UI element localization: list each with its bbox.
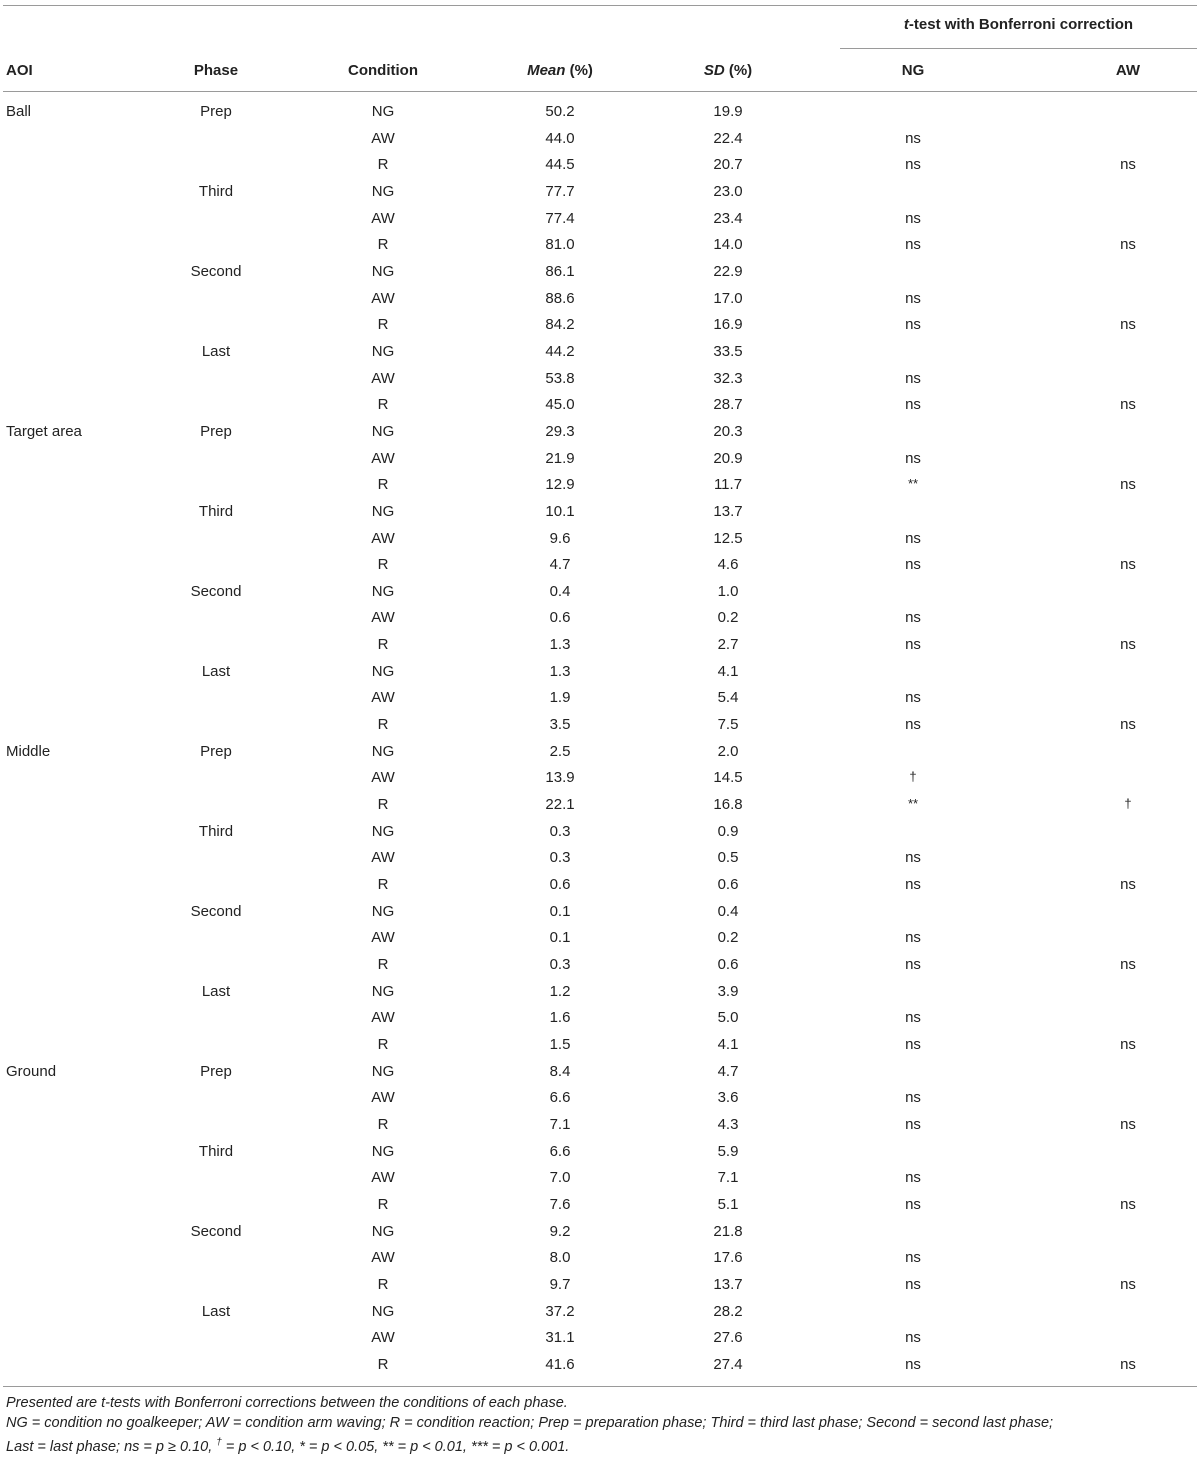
cell-ttest-ng: † bbox=[909, 769, 917, 785]
cell-condition: R bbox=[377, 316, 389, 334]
table-row bbox=[3, 579, 1197, 606]
table-row bbox=[3, 899, 1197, 926]
cell-condition: AW bbox=[371, 1169, 395, 1187]
cell-ttest-ng: ns bbox=[905, 1089, 921, 1107]
table-row bbox=[3, 979, 1197, 1006]
cell-ttest-ng: ns bbox=[905, 209, 921, 227]
cell-condition: NG bbox=[371, 982, 395, 1000]
cell-ttest-ng: ns bbox=[905, 556, 921, 574]
cell-condition: R bbox=[377, 156, 389, 174]
cell-ttest-ng: ns bbox=[905, 236, 921, 254]
cell-condition: R bbox=[377, 716, 389, 734]
cell-mean: 77.7 bbox=[545, 182, 575, 200]
table-row bbox=[3, 339, 1197, 366]
cell-ttest-aw: ns bbox=[1120, 396, 1136, 414]
cell-sd: 5.1 bbox=[717, 1195, 739, 1213]
cell-condition: R bbox=[377, 396, 389, 414]
table-row bbox=[3, 1059, 1197, 1086]
table-row bbox=[3, 152, 1197, 179]
footnote-line-3a: Last = last phase; ns = p ≥ 0.10, bbox=[6, 1438, 217, 1455]
cell-sd: 16.8 bbox=[713, 796, 743, 814]
table-row bbox=[3, 1005, 1197, 1032]
table-row bbox=[3, 1325, 1197, 1352]
cell-ttest-ng: ** bbox=[907, 796, 919, 812]
cell-ttest-aw: ns bbox=[1120, 1355, 1136, 1373]
cell-ttest-aw: ns bbox=[1120, 556, 1136, 574]
table-row bbox=[3, 1219, 1197, 1246]
cell-mean: 0.3 bbox=[549, 822, 571, 840]
col-header-mean bbox=[490, 62, 630, 79]
cell-condition: AW bbox=[371, 1009, 395, 1027]
cell-ttest-ng: ns bbox=[905, 716, 921, 734]
cell-aoi: Middle bbox=[6, 742, 51, 760]
cell-ttest-aw: ns bbox=[1120, 476, 1136, 494]
col-header-sd bbox=[658, 62, 798, 79]
cell-ttest-ng: ** bbox=[907, 476, 919, 492]
cell-ttest-ng: ns bbox=[905, 1249, 921, 1267]
cell-condition: R bbox=[377, 1275, 389, 1293]
cell-phase: Last bbox=[201, 342, 231, 360]
cell-ttest-ng: ns bbox=[905, 1009, 921, 1027]
cell-ttest-ng: ns bbox=[905, 1195, 921, 1213]
cell-condition: NG bbox=[371, 1222, 395, 1240]
table-row bbox=[3, 312, 1197, 339]
cell-mean: 0.6 bbox=[549, 876, 571, 894]
cell-ttest-aw: ns bbox=[1120, 1275, 1136, 1293]
table-row bbox=[3, 179, 1197, 206]
table-header-rule bbox=[3, 91, 1197, 92]
cell-phase: Prep bbox=[200, 422, 232, 440]
cell-condition: NG bbox=[371, 1302, 395, 1320]
cell-ttest-ng: ns bbox=[905, 849, 921, 867]
cell-sd: 0.2 bbox=[717, 929, 739, 947]
cell-mean: 6.6 bbox=[549, 1089, 571, 1107]
table-row bbox=[3, 526, 1197, 553]
cell-sd: 4.6 bbox=[717, 556, 739, 574]
cell-mean: 9.7 bbox=[549, 1275, 571, 1293]
col-header-mean-label: Mean bbox=[527, 62, 566, 79]
cell-phase: Last bbox=[201, 1302, 231, 1320]
cell-phase: Third bbox=[198, 182, 234, 200]
cell-ttest-ng: ns bbox=[905, 1169, 921, 1187]
cell-sd: 23.4 bbox=[713, 209, 743, 227]
cell-mean: 1.3 bbox=[549, 662, 571, 680]
cell-ttest-aw: ns bbox=[1120, 876, 1136, 894]
cell-ttest-aw: ns bbox=[1120, 956, 1136, 973]
cell-ttest-aw: ns bbox=[1120, 1115, 1136, 1133]
cell-phase: Second bbox=[190, 262, 242, 280]
cell-condition: AW bbox=[371, 1089, 395, 1107]
cell-condition: NG bbox=[371, 662, 395, 680]
cell-sd: 7.1 bbox=[717, 1169, 739, 1187]
table-row bbox=[3, 1165, 1197, 1192]
table-row bbox=[3, 286, 1197, 313]
cell-condition: NG bbox=[371, 103, 395, 120]
cell-mean: 44.2 bbox=[545, 342, 575, 360]
cell-mean: 0.3 bbox=[549, 956, 571, 973]
cell-condition: AW bbox=[371, 849, 395, 867]
cell-mean: 12.9 bbox=[545, 476, 575, 494]
cell-sd: 32.3 bbox=[713, 369, 743, 387]
cell-mean: 44.5 bbox=[545, 156, 575, 174]
cell-ttest-ng: ns bbox=[905, 1035, 921, 1053]
cell-sd: 20.9 bbox=[713, 449, 743, 467]
cell-sd: 5.0 bbox=[717, 1009, 739, 1027]
cell-phase: Prep bbox=[200, 742, 232, 760]
cell-condition: R bbox=[377, 556, 389, 574]
cell-condition: NG bbox=[371, 1062, 395, 1080]
col-header-mean-unit: (%) bbox=[565, 62, 593, 79]
cell-phase: Second bbox=[190, 902, 242, 920]
cell-sd: 17.6 bbox=[713, 1249, 743, 1267]
cell-mean: 37.2 bbox=[545, 1302, 575, 1320]
cell-sd: 0.9 bbox=[717, 822, 739, 840]
cell-mean: 4.7 bbox=[549, 556, 571, 574]
cell-mean: 77.4 bbox=[545, 209, 575, 227]
table-row bbox=[3, 1245, 1197, 1272]
cell-condition: NG bbox=[371, 262, 395, 280]
cell-mean: 0.3 bbox=[549, 849, 571, 867]
cell-mean: 45.0 bbox=[545, 396, 575, 414]
cell-sd: 11.7 bbox=[713, 476, 743, 494]
table-body bbox=[3, 99, 1197, 1379]
cell-sd: 4.1 bbox=[717, 1035, 739, 1053]
cell-condition: NG bbox=[371, 582, 395, 600]
cell-sd: 0.5 bbox=[717, 849, 739, 867]
cell-sd: 4.7 bbox=[717, 1062, 739, 1080]
cell-ttest-aw: ns bbox=[1120, 716, 1136, 734]
cell-mean: 31.1 bbox=[545, 1329, 575, 1347]
footnote-dagger: † bbox=[216, 1437, 222, 1448]
cell-ttest-ng: ns bbox=[905, 1275, 921, 1293]
table-row bbox=[3, 659, 1197, 686]
cell-sd: 0.2 bbox=[717, 609, 739, 627]
table-row bbox=[3, 1085, 1197, 1112]
cell-phase: Third bbox=[198, 822, 234, 840]
table-row bbox=[3, 765, 1197, 792]
cell-sd: 27.6 bbox=[713, 1329, 743, 1347]
table-row bbox=[3, 925, 1197, 952]
cell-mean: 7.1 bbox=[549, 1115, 571, 1133]
table-row bbox=[3, 1272, 1197, 1299]
cell-ttest-ng: ns bbox=[905, 156, 921, 174]
cell-ttest-ng: ns bbox=[905, 876, 921, 894]
cell-ttest-ng: ns bbox=[905, 636, 921, 654]
cell-sd: 5.4 bbox=[717, 689, 739, 707]
cell-condition: AW bbox=[371, 609, 395, 627]
cell-aoi: Ball bbox=[6, 103, 32, 120]
cell-ttest-aw: † bbox=[1124, 796, 1132, 812]
cell-condition: R bbox=[377, 956, 389, 973]
cell-ttest-aw: ns bbox=[1120, 1035, 1136, 1053]
cell-sd: 0.4 bbox=[717, 902, 739, 920]
cell-sd: 2.7 bbox=[717, 636, 739, 654]
cell-ttest-ng: ns bbox=[905, 929, 921, 947]
table-bottom-rule bbox=[3, 1386, 1197, 1387]
cell-sd: 14.0 bbox=[713, 236, 743, 254]
cell-condition: AW bbox=[371, 529, 395, 547]
cell-sd: 1.0 bbox=[717, 582, 739, 600]
cell-ttest-ng: ns bbox=[905, 129, 921, 147]
cell-condition: R bbox=[377, 1035, 389, 1053]
cell-sd: 20.7 bbox=[713, 156, 743, 174]
cell-mean: 3.5 bbox=[549, 716, 571, 734]
ttest-header-rest: -test with Bonferroni correction bbox=[908, 16, 1134, 33]
cell-mean: 0.1 bbox=[549, 902, 571, 920]
cell-mean: 41.6 bbox=[545, 1355, 575, 1373]
table-row bbox=[3, 1192, 1197, 1219]
cell-sd: 5.9 bbox=[717, 1142, 739, 1160]
cell-condition: NG bbox=[371, 1142, 395, 1160]
cell-mean: 1.3 bbox=[549, 636, 571, 654]
cell-condition: NG bbox=[371, 742, 395, 760]
cell-ttest-ng: ns bbox=[905, 1355, 921, 1373]
cell-phase: Prep bbox=[200, 1062, 232, 1080]
cell-ttest-aw: ns bbox=[1120, 636, 1136, 654]
cell-sd: 16.9 bbox=[713, 316, 743, 334]
cell-mean: 1.6 bbox=[549, 1009, 571, 1027]
col-header-sd-unit: (%) bbox=[724, 62, 753, 79]
cell-condition: AW bbox=[371, 769, 395, 787]
table-row bbox=[3, 712, 1197, 739]
cell-phase: Last bbox=[201, 982, 231, 1000]
cell-ttest-ng: ns bbox=[905, 449, 921, 467]
cell-mean: 8.4 bbox=[549, 1062, 571, 1080]
cell-condition: AW bbox=[371, 929, 395, 947]
ttest-spanning-header bbox=[840, 16, 1197, 33]
cell-condition: R bbox=[377, 1115, 389, 1133]
cell-ttest-ng: ns bbox=[905, 289, 921, 307]
table-row bbox=[3, 366, 1197, 393]
table-row bbox=[3, 1112, 1197, 1139]
cell-sd: 0.6 bbox=[717, 956, 739, 973]
table-row bbox=[3, 1032, 1197, 1059]
cell-mean: 50.2 bbox=[545, 103, 575, 120]
col-header-phase: Phase bbox=[193, 62, 239, 79]
table-row bbox=[3, 685, 1197, 712]
cell-sd: 14.5 bbox=[713, 769, 743, 787]
table-row bbox=[3, 1352, 1197, 1379]
cell-mean: 0.6 bbox=[549, 609, 571, 627]
cell-mean: 9.2 bbox=[549, 1222, 571, 1240]
cell-ttest-ng: ns bbox=[905, 1329, 921, 1347]
table-row bbox=[3, 206, 1197, 233]
cell-sd: 3.9 bbox=[717, 982, 739, 1000]
cell-sd: 0.6 bbox=[717, 876, 739, 894]
cell-condition: AW bbox=[371, 1249, 395, 1267]
cell-mean: 13.9 bbox=[545, 769, 575, 787]
cell-mean: 22.1 bbox=[545, 796, 575, 814]
table-row bbox=[3, 472, 1197, 499]
cell-mean: 2.5 bbox=[549, 742, 571, 760]
cell-aoi: Ground bbox=[6, 1062, 57, 1080]
cell-phase: Last bbox=[201, 662, 231, 680]
cell-mean: 86.1 bbox=[545, 262, 575, 280]
cell-condition: AW bbox=[371, 209, 395, 227]
cell-sd: 23.0 bbox=[713, 182, 743, 200]
cell-phase: Second bbox=[190, 582, 242, 600]
cell-mean: 88.6 bbox=[545, 289, 575, 307]
cell-condition: R bbox=[377, 236, 389, 254]
table-top-rule bbox=[3, 5, 1197, 6]
cell-mean: 1.9 bbox=[549, 689, 571, 707]
cell-ttest-ng: ns bbox=[905, 316, 921, 334]
col-header-condition: Condition bbox=[348, 62, 418, 79]
cell-mean: 81.0 bbox=[545, 236, 575, 254]
table-row bbox=[3, 499, 1197, 526]
table-row bbox=[3, 392, 1197, 419]
cell-condition: AW bbox=[371, 289, 395, 307]
cell-condition: NG bbox=[371, 502, 395, 520]
cell-mean: 7.6 bbox=[549, 1195, 571, 1213]
table-row bbox=[3, 232, 1197, 259]
cell-mean: 44.0 bbox=[545, 129, 575, 147]
table-row bbox=[3, 792, 1197, 819]
cell-mean: 0.4 bbox=[549, 582, 571, 600]
cell-sd: 2.0 bbox=[717, 742, 739, 760]
table-row bbox=[3, 952, 1197, 979]
col-header-aoi: AOI bbox=[6, 62, 33, 79]
cell-condition: NG bbox=[371, 182, 395, 200]
cell-mean: 1.5 bbox=[549, 1035, 571, 1053]
cell-phase: Second bbox=[190, 1222, 242, 1240]
table-row bbox=[3, 446, 1197, 473]
cell-mean: 84.2 bbox=[545, 316, 575, 334]
cell-mean: 9.6 bbox=[549, 529, 571, 547]
table-row bbox=[3, 1299, 1197, 1326]
cell-sd: 27.4 bbox=[713, 1355, 743, 1373]
table-row bbox=[3, 99, 1197, 126]
cell-sd: 3.6 bbox=[717, 1089, 739, 1107]
cell-condition: AW bbox=[371, 689, 395, 707]
cell-sd: 19.9 bbox=[713, 103, 743, 120]
cell-ttest-ng: ns bbox=[905, 956, 921, 973]
cell-condition: R bbox=[377, 876, 389, 894]
cell-sd: 4.1 bbox=[717, 662, 739, 680]
cell-condition: NG bbox=[371, 422, 395, 440]
cell-condition: R bbox=[377, 796, 389, 814]
cell-mean: 6.6 bbox=[549, 1142, 571, 1160]
table-row bbox=[3, 1139, 1197, 1166]
table-row bbox=[3, 605, 1197, 632]
table-row bbox=[3, 632, 1197, 659]
cell-condition: NG bbox=[371, 902, 395, 920]
cell-ttest-aw: ns bbox=[1120, 1195, 1136, 1213]
table-row bbox=[3, 819, 1197, 846]
cell-mean: 0.1 bbox=[549, 929, 571, 947]
table-row bbox=[3, 259, 1197, 286]
col-header-aw: AW bbox=[1115, 62, 1141, 79]
table-row bbox=[3, 872, 1197, 899]
col-header-sd-label: SD bbox=[703, 62, 725, 79]
cell-condition: AW bbox=[371, 129, 395, 147]
ttest-t-italic: t bbox=[903, 16, 909, 33]
cell-ttest-ng: ns bbox=[905, 1115, 921, 1133]
cell-ttest-ng: ns bbox=[905, 689, 921, 707]
footnote-line-3 bbox=[6, 1433, 1196, 1457]
cell-mean: 10.1 bbox=[545, 502, 575, 520]
cell-sd: 28.2 bbox=[713, 1302, 743, 1320]
cell-ttest-aw: ns bbox=[1120, 316, 1136, 334]
cell-sd: 22.4 bbox=[713, 129, 743, 147]
cell-condition: R bbox=[377, 1195, 389, 1213]
cell-sd: 4.3 bbox=[717, 1115, 739, 1133]
cell-mean: 8.0 bbox=[549, 1249, 571, 1267]
cell-ttest-ng: ns bbox=[905, 609, 921, 627]
cell-ttest-ng: ns bbox=[905, 529, 921, 547]
cell-sd: 21.8 bbox=[713, 1222, 743, 1240]
cell-sd: 33.5 bbox=[713, 342, 743, 360]
cell-condition: R bbox=[377, 1355, 389, 1373]
cell-ttest-ng: ns bbox=[905, 369, 921, 387]
footnote-line-2: NG = condition no goalkeeper; AW = condition arm waving; R = condition reaction; Prep = preparation phase; Third = third last phase; Second = second last phase; bbox=[6, 1415, 1054, 1431]
cell-sd: 12.5 bbox=[713, 529, 743, 547]
cell-aoi: Target area bbox=[6, 422, 82, 440]
cell-ttest-aw: ns bbox=[1120, 156, 1136, 174]
cell-sd: 7.5 bbox=[717, 716, 739, 734]
cell-sd: 17.0 bbox=[713, 289, 743, 307]
cell-phase: Prep bbox=[200, 103, 232, 120]
cell-mean: 7.0 bbox=[549, 1169, 571, 1187]
footnote-line-1: Presented are t-tests with Bonferroni corrections between the conditions of each phase. bbox=[6, 1395, 568, 1411]
cell-condition: NG bbox=[371, 342, 395, 360]
cell-condition: NG bbox=[371, 822, 395, 840]
cell-condition: R bbox=[377, 636, 389, 654]
cell-condition: AW bbox=[371, 1329, 395, 1347]
cell-sd: 28.7 bbox=[713, 396, 743, 414]
ttest-subheader-rule bbox=[840, 48, 1197, 49]
table-row bbox=[3, 419, 1197, 446]
cell-sd: 22.9 bbox=[713, 262, 743, 280]
table-row bbox=[3, 552, 1197, 579]
footnote-line-3b: = p < 0.10, * = p < 0.05, ** = p < 0.01, *** = p < 0.001. bbox=[221, 1438, 570, 1455]
cell-condition: AW bbox=[371, 449, 395, 467]
table-footnote bbox=[6, 1393, 1196, 1457]
cell-condition: R bbox=[377, 476, 389, 494]
cell-mean: 21.9 bbox=[545, 449, 575, 467]
col-header-ng: NG bbox=[901, 62, 925, 79]
cell-mean: 29.3 bbox=[545, 422, 575, 440]
cell-sd: 20.3 bbox=[713, 422, 743, 440]
cell-sd: 13.7 bbox=[713, 502, 743, 520]
cell-ttest-aw: ns bbox=[1120, 236, 1136, 254]
cell-sd: 13.7 bbox=[713, 1275, 743, 1293]
cell-phase: Third bbox=[198, 1142, 234, 1160]
cell-ttest-ng: ns bbox=[905, 396, 921, 414]
table-row bbox=[3, 845, 1197, 872]
table-row bbox=[3, 739, 1197, 766]
cell-mean: 53.8 bbox=[545, 369, 575, 387]
cell-phase: Third bbox=[198, 502, 234, 520]
cell-mean: 1.2 bbox=[549, 982, 571, 1000]
table-row bbox=[3, 126, 1197, 153]
cell-condition: AW bbox=[371, 369, 395, 387]
